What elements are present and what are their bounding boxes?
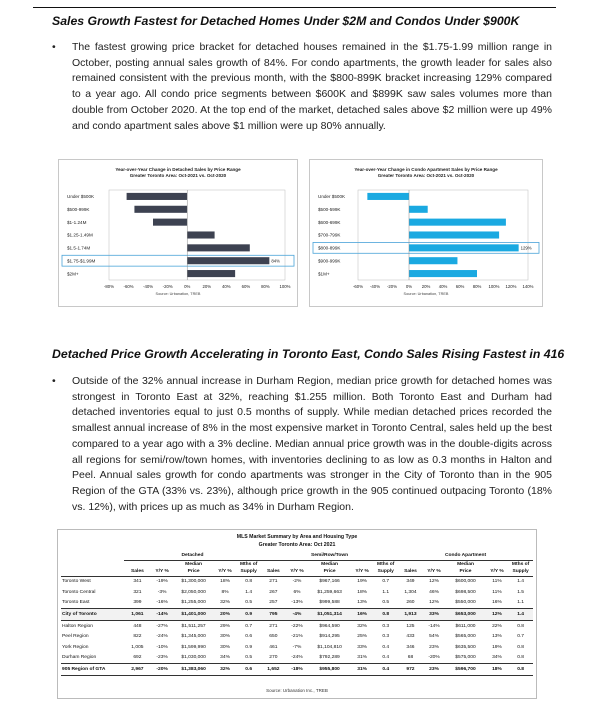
table-cell: 13% bbox=[492, 634, 502, 640]
table-cell: 461 bbox=[269, 644, 278, 650]
table-cell: -20% bbox=[428, 655, 440, 661]
col-mths-of: Mths of bbox=[511, 561, 530, 567]
bullet-price-growth bbox=[52, 374, 552, 515]
category-label: $1.5-1.74M bbox=[67, 245, 91, 251]
table-cell: 32% bbox=[357, 623, 368, 629]
section-title-sales-growth: Sales Growth Fastest for Detached Homes Under $2M and Condos Under $900K bbox=[52, 14, 520, 28]
x-tick-label: 0% bbox=[184, 284, 191, 289]
bar bbox=[127, 193, 188, 200]
category-label: $1M+ bbox=[318, 271, 330, 277]
col-head: Y/Y % bbox=[155, 569, 169, 575]
table-cell: $1,383,060 bbox=[173, 664, 213, 676]
table-cell: -14% bbox=[428, 623, 440, 629]
table-cell: 18% bbox=[357, 589, 368, 595]
table-cell: 0.7 bbox=[245, 623, 253, 629]
x-tick-label: -60% bbox=[123, 284, 134, 289]
table-cell: 8% bbox=[221, 589, 229, 595]
chart-title: Year-over-Year Change in Condo Apartment Sales by Price Range bbox=[354, 167, 498, 172]
x-tick-label: 80% bbox=[261, 284, 270, 289]
table-row bbox=[61, 609, 533, 621]
table-cell: 6% bbox=[293, 589, 301, 595]
table-cell: 0.7 bbox=[517, 634, 524, 640]
table-cell: -21% bbox=[291, 634, 303, 640]
x-tick-label: -40% bbox=[143, 284, 154, 289]
table-cell: 29% bbox=[220, 623, 230, 629]
region-cell: Toronto West bbox=[61, 576, 124, 587]
table-cell: $1,104,810 bbox=[317, 644, 342, 650]
bullet-text: The fastest growing price bracket for detached houses remained in the $1.75-1.99 million range in October, posting annual sales growth of 84%. For condo apartments, the growth leader for sales also remained consistent with the previous month, with the $800-899K bracket increasing 129% compared to a year ago. All condo price segments between $600K and $899K saw sales volumes more than double from October 2020. At the top end of the market, detached sales above $2 million were up 49% and condo apartment sales above $1 million were up 80% annually. bbox=[72, 41, 552, 132]
category-label: $500-999K bbox=[67, 206, 90, 212]
section-title-price-growth: Detached Price Growth Accelerating in Toronto East, Condo Sales Rising Fastest in 416 bbox=[52, 347, 565, 361]
table-cell: $565,000 bbox=[455, 634, 476, 640]
x-tick-label: 100% bbox=[279, 284, 291, 289]
x-tick-label: -20% bbox=[386, 284, 398, 289]
table-cell: $1,255,000 bbox=[181, 600, 206, 606]
bar bbox=[409, 231, 499, 238]
condo-sales-chart bbox=[309, 159, 543, 307]
region-cell: Toronto Central bbox=[62, 589, 96, 595]
table-cell: $1,511,257 bbox=[181, 623, 206, 629]
table-cell: 1.5 bbox=[517, 589, 524, 595]
category-label: $700-799K bbox=[318, 232, 341, 238]
table-cell: -22% bbox=[291, 623, 303, 629]
table-cell: 0.7 bbox=[373, 576, 398, 587]
table-cell: 1,913 bbox=[398, 609, 423, 621]
table-cell: 349 bbox=[398, 576, 423, 587]
table-cell: 795 bbox=[261, 609, 286, 621]
region-cell: 905 Region of GTA bbox=[61, 664, 124, 676]
category-label: $1.25-1.49M bbox=[67, 232, 93, 238]
col-head: Y/Y % bbox=[355, 569, 369, 575]
condo-sales-chart-svg bbox=[310, 160, 542, 306]
table-subtitle: Greater Toronto Area: Oct 2021 bbox=[258, 542, 336, 548]
bullet-sales-growth bbox=[52, 40, 552, 134]
table-cell: 125 bbox=[406, 623, 415, 629]
table-cell: 31% bbox=[351, 664, 373, 676]
col-head: Sales bbox=[404, 569, 417, 575]
table-cell: 12% bbox=[486, 609, 508, 621]
detached-sales-chart-svg bbox=[59, 160, 297, 306]
table-cell: 0.8 bbox=[236, 576, 261, 587]
table-cell: 0.8 bbox=[517, 655, 524, 661]
table-cell: $1,051,314 bbox=[308, 609, 351, 621]
table-cell: 54% bbox=[429, 634, 439, 640]
table-cell: 822 bbox=[133, 634, 142, 640]
x-tick-label: 0% bbox=[405, 284, 413, 289]
col-head: Sales bbox=[267, 569, 280, 575]
table-cell: 972 bbox=[398, 664, 423, 676]
table-row bbox=[61, 664, 533, 676]
table-cell: 260 bbox=[406, 600, 415, 606]
col-mths-of: Mths of bbox=[239, 561, 258, 567]
table-source: Source: Urbanation Inc., TREB bbox=[266, 688, 328, 693]
table-body bbox=[61, 576, 533, 675]
table-cell: 30% bbox=[220, 644, 230, 650]
table-cell: 0.6 bbox=[245, 634, 253, 640]
category-label: Under $500K bbox=[318, 194, 346, 200]
table-cell: 23% bbox=[429, 644, 439, 650]
table-cell: 271 bbox=[261, 576, 286, 587]
table-cell: 1,652 bbox=[261, 664, 286, 676]
bar bbox=[409, 206, 428, 213]
table-cell: 0.5 bbox=[382, 600, 390, 606]
x-tick-label: 120% bbox=[505, 284, 517, 289]
table-cell: 433 bbox=[406, 634, 415, 640]
table-cell: 30% bbox=[220, 634, 230, 640]
table-cell: -13% bbox=[291, 600, 303, 606]
mls-summary-table-panel bbox=[57, 529, 537, 699]
bar bbox=[367, 193, 409, 200]
bar bbox=[134, 206, 187, 213]
table-cell: 34% bbox=[220, 655, 230, 661]
table-cell: -18% bbox=[286, 664, 308, 676]
bar bbox=[409, 257, 457, 264]
detached-sales-chart bbox=[58, 159, 298, 307]
table-cell: 16% bbox=[492, 600, 502, 606]
mls-summary-table bbox=[61, 552, 533, 676]
bullet-text: Outside of the 32% annual increase in Durham Region, median price growth for detached homes was strongest in Toronto East at 32%, reaching $1.255 million. Both Toronto East and Durham had detached inventories equal to just 0.5 months of supply. While median detached prices recorded the smallest annual increase of 8% in the most expensive market in Toronto Central, sales held up the best compared to a year ago with a 3% decline. Median annual price growth was in the double-digits across all regions for semi/row/town homes, with inventories declining to as low as 0.3 months in Halton and Peel. Annual sales growth for condo apartments was stronger in the City of Toronto than in the 905 Region of the GTA (33% vs. 23%), although price growth in the 905 continued outpacing Toronto (18% vs. 12%), with prices up as much as 34% in Durham Region. bbox=[72, 375, 552, 513]
table-cell: $999,588 bbox=[319, 600, 340, 606]
col-head: Supply bbox=[240, 569, 257, 575]
table-cell: $1,599,990 bbox=[181, 644, 206, 650]
table-cell: 0.8 bbox=[508, 664, 533, 676]
table-cell: $2,050,000 bbox=[181, 589, 206, 595]
table-cell: 650 bbox=[269, 634, 278, 640]
table-cell: 20% bbox=[214, 609, 236, 621]
table-cell: 18% bbox=[486, 664, 508, 676]
col-median: Median bbox=[321, 561, 338, 567]
table-cell: 270 bbox=[269, 655, 278, 661]
x-tick-label: 40% bbox=[438, 284, 448, 289]
table-cell: 0.5 bbox=[245, 600, 253, 606]
category-label: $1.75-$1.99M bbox=[67, 258, 96, 264]
table-cell: -16% bbox=[156, 600, 168, 606]
bullet-dot: • bbox=[52, 375, 56, 387]
table-cell: $1,300,000 bbox=[173, 576, 213, 587]
table-cell: 692 bbox=[133, 655, 142, 661]
bar bbox=[409, 219, 506, 226]
x-tick-label: -40% bbox=[369, 284, 381, 289]
group-detached: Detached bbox=[124, 552, 261, 560]
category-label: Under $500K bbox=[67, 194, 95, 200]
table-cell: 0.4 bbox=[382, 644, 390, 650]
table-cell: 346 bbox=[406, 644, 415, 650]
table-cell: 33% bbox=[357, 644, 368, 650]
chart-title: Year-over-Year Change in Detached Sales by Price Range bbox=[115, 167, 241, 172]
x-tick-label: 20% bbox=[421, 284, 431, 289]
col-mths-of: Mths of bbox=[377, 561, 395, 567]
group-condo-apartment: Condo Apartment bbox=[398, 552, 533, 560]
table-cell: 1.4 bbox=[245, 589, 253, 595]
table-cell: 257 bbox=[269, 600, 278, 606]
chart-source: Source: Urbanation, TREB bbox=[403, 292, 449, 296]
table-cell: 18% bbox=[214, 576, 236, 587]
category-label: $900-999K bbox=[318, 258, 341, 264]
region-cell: York Region bbox=[62, 644, 89, 650]
col-head: Supply bbox=[377, 569, 394, 575]
x-tick-label: 20% bbox=[202, 284, 212, 289]
table-cell: $550,000 bbox=[455, 600, 476, 606]
chart-subtitle: Greater Toronto Area: Oct-2021 vs. Oct-2020 bbox=[129, 173, 227, 178]
table-cell: 12% bbox=[429, 600, 439, 606]
x-tick-label: -80% bbox=[103, 284, 115, 289]
bar bbox=[187, 270, 235, 277]
table-cell: 11% bbox=[492, 589, 502, 595]
table-cell: 1,061 bbox=[124, 609, 151, 621]
table-cell: 0.6 bbox=[236, 664, 261, 676]
table-cell: -24% bbox=[156, 634, 168, 640]
table-cell: 0.3 bbox=[382, 634, 390, 640]
col-head: Supply bbox=[512, 569, 529, 575]
data-label: 84% bbox=[271, 258, 280, 264]
table-cell: 321 bbox=[133, 589, 142, 595]
table-title: MLS Market Summary by Area and Housing Type bbox=[236, 534, 358, 540]
table-cell: 271 bbox=[269, 623, 278, 629]
table-cell: 0.8 bbox=[517, 644, 524, 650]
table-cell: -24% bbox=[291, 655, 303, 661]
table-cell: 341 bbox=[124, 576, 151, 587]
table-cell: 0.3 bbox=[382, 623, 390, 629]
table-cell: -19% bbox=[151, 576, 173, 587]
table-cell: 0.4 bbox=[373, 664, 398, 676]
region-cell: Toronto East bbox=[62, 600, 90, 606]
table-cell: $967,166 bbox=[308, 576, 351, 587]
table-row bbox=[61, 653, 533, 664]
col-head: Price bbox=[323, 569, 336, 575]
table-cell: $964,590 bbox=[319, 623, 340, 629]
table-cell: 0.5 bbox=[245, 655, 253, 661]
table-cell: $635,500 bbox=[455, 644, 476, 650]
table-cell: $653,000 bbox=[445, 609, 485, 621]
table-head-row-1 bbox=[61, 560, 533, 568]
table-cell: 1.4 bbox=[508, 609, 533, 621]
x-tick-label: -20% bbox=[162, 284, 173, 289]
col-head: Y/Y % bbox=[218, 569, 232, 575]
col-head: Y/Y % bbox=[490, 569, 504, 575]
table-cell: 31% bbox=[357, 655, 368, 661]
region-cell: Durham Region bbox=[62, 655, 97, 661]
table-cell: $1,345,000 bbox=[181, 634, 206, 640]
table-row bbox=[61, 598, 533, 609]
table-cell: 1,304 bbox=[404, 589, 417, 595]
table-cell: 1.4 bbox=[508, 576, 533, 587]
table-cell: -27% bbox=[156, 623, 168, 629]
table-row bbox=[61, 631, 533, 642]
x-tick-label: -60% bbox=[352, 284, 364, 289]
table-cell: 0.8 bbox=[517, 623, 524, 629]
table-row bbox=[61, 576, 533, 587]
table-cell: -3% bbox=[157, 589, 167, 595]
table-group-row bbox=[61, 552, 533, 560]
region-cell: Halton Region bbox=[62, 623, 93, 629]
table-cell: 1.1 bbox=[517, 600, 524, 606]
table-cell: -20% bbox=[151, 664, 173, 676]
table-cell: -7% bbox=[292, 644, 302, 650]
table-cell: 22% bbox=[492, 623, 502, 629]
bar bbox=[187, 244, 250, 251]
col-median: Median bbox=[185, 561, 203, 567]
table-cell: 33% bbox=[423, 609, 445, 621]
bar bbox=[153, 219, 187, 226]
table-cell: $1,401,000 bbox=[173, 609, 213, 621]
table-cell: 32% bbox=[220, 600, 230, 606]
table-cell: -2% bbox=[286, 576, 308, 587]
table-cell: $914,295 bbox=[319, 634, 340, 640]
region-cell: City of Toronto bbox=[61, 609, 124, 621]
chart-source: Source: Urbanation, TREB bbox=[155, 292, 201, 296]
bar bbox=[409, 244, 519, 251]
table-cell: 0.9 bbox=[236, 609, 261, 621]
table-cell: -4% bbox=[286, 609, 308, 621]
table-cell: 13% bbox=[357, 600, 368, 606]
table-cell: 448 bbox=[133, 623, 142, 629]
table-cell: 0.4 bbox=[382, 655, 390, 661]
bar bbox=[187, 257, 269, 264]
table-cell: -10% bbox=[156, 644, 168, 650]
table-cell: 1,005 bbox=[131, 644, 144, 650]
table-cell: 46% bbox=[429, 589, 439, 595]
table-cell: $698,500 bbox=[455, 589, 476, 595]
category-label: $2M+ bbox=[67, 271, 79, 277]
data-label: 129% bbox=[520, 245, 532, 251]
chart-subtitle: Greater Toronto Area: Oct-2021 vs. Oct-2020 bbox=[377, 173, 475, 178]
category-label: $800-899K bbox=[318, 245, 341, 251]
x-tick-label: 60% bbox=[241, 284, 251, 289]
table-cell: 16% bbox=[351, 609, 373, 621]
table-cell: 12% bbox=[423, 576, 445, 587]
col-head: Y/Y % bbox=[427, 569, 441, 575]
table-cell: 68 bbox=[407, 655, 414, 661]
col-head: Price bbox=[187, 569, 200, 575]
table-cell: 11% bbox=[486, 576, 508, 587]
table-cell: 19% bbox=[492, 644, 502, 650]
table-row bbox=[61, 587, 533, 598]
x-tick-label: 140% bbox=[522, 284, 534, 289]
table-cell: 1.1 bbox=[382, 589, 390, 595]
table-cell: 399 bbox=[133, 600, 142, 606]
table-cell: 0.8 bbox=[373, 609, 398, 621]
category-label: $1-1.24M bbox=[67, 219, 87, 225]
table-cell: $575,000 bbox=[455, 655, 476, 661]
x-tick-label: 100% bbox=[488, 284, 500, 289]
x-tick-label: 80% bbox=[472, 284, 482, 289]
table-cell: $596,700 bbox=[445, 664, 485, 676]
table-cell: -14% bbox=[151, 609, 173, 621]
group-semi-row-town: Semi/Row/Town bbox=[261, 552, 398, 560]
x-tick-label: 40% bbox=[222, 284, 231, 289]
category-label: $500-599K bbox=[318, 206, 341, 212]
table-row bbox=[61, 642, 533, 653]
x-tick-label: 60% bbox=[455, 284, 465, 289]
table-cell: 23% bbox=[423, 664, 445, 676]
col-head: Y/Y % bbox=[290, 569, 304, 575]
category-label: $600-699K bbox=[318, 219, 341, 225]
col-head: Price bbox=[459, 569, 472, 575]
bar bbox=[187, 231, 214, 238]
table-cell: 25% bbox=[357, 634, 368, 640]
table-cell: 267 bbox=[269, 589, 278, 595]
table-cell: $1,259,663 bbox=[317, 589, 342, 595]
table-cell: 32% bbox=[214, 664, 236, 676]
table-cell: $600,000 bbox=[445, 576, 485, 587]
bullet-dot: • bbox=[52, 41, 56, 53]
table-head-row-2 bbox=[61, 568, 533, 576]
table-cell: $955,800 bbox=[308, 664, 351, 676]
table-row bbox=[61, 620, 533, 631]
table-cell: $611,000 bbox=[455, 623, 476, 629]
table-cell: 0.9 bbox=[245, 644, 253, 650]
col-head: Sales bbox=[131, 569, 144, 575]
bar bbox=[409, 270, 477, 277]
table-cell: $1,030,000 bbox=[181, 655, 206, 661]
col-median: Median bbox=[457, 561, 474, 567]
table-cell: 34% bbox=[492, 655, 502, 661]
table-cell: $792,289 bbox=[319, 655, 340, 661]
table-cell: 2,967 bbox=[124, 664, 151, 676]
region-cell: Peel Region bbox=[62, 634, 89, 640]
top-rule bbox=[33, 7, 556, 8]
table-cell: 19% bbox=[351, 576, 373, 587]
table-cell: -23% bbox=[156, 655, 168, 661]
